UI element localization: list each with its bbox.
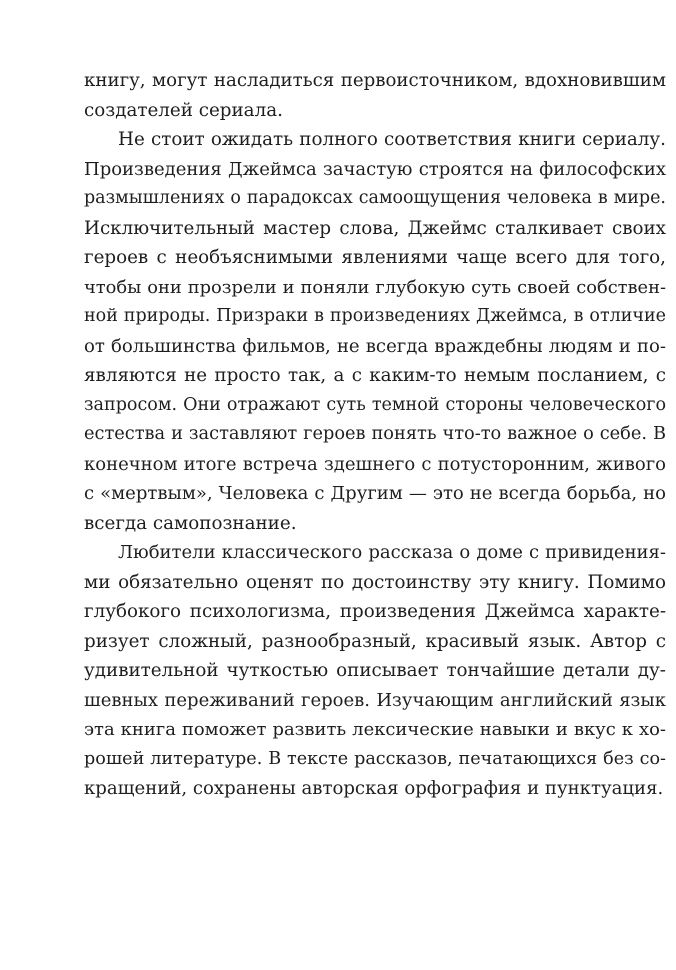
paragraph bbox=[84, 538, 666, 804]
text-line: удивительной чуткостью описывает тончайшие детали ду- bbox=[84, 660, 666, 681]
text-line: конечном итоге встреча здешнего с потусторонним, живого bbox=[84, 453, 666, 475]
text-line: создателей сериала. bbox=[84, 99, 283, 121]
text-line: запросом. Они отражают суть темной стороны человеческого bbox=[84, 394, 666, 415]
text-line: являются не просто так, а с каким-то немым посланием, с bbox=[84, 365, 666, 386]
body-text bbox=[84, 66, 666, 804]
text-line: ризует сложный, разнообразный, красивый язык. Автор с bbox=[84, 630, 666, 652]
text-line: естества и заставляют героев понять что-то важное о себе. В bbox=[84, 424, 666, 444]
text-line: от большинства фильмов, не всегда враждебны людям и по- bbox=[84, 335, 666, 357]
text-line: эта книга поможет развить лексические навыки и вкус к хо- bbox=[84, 719, 666, 740]
paragraph bbox=[84, 66, 666, 125]
text-line: книгу, могут насладиться первоисточником, вдохновившим bbox=[84, 70, 666, 91]
text-line: Любители классического рассказа о доме с привидения- bbox=[118, 542, 666, 563]
text-line: Исключительный мастер слова, Джеймс сталкивает своих bbox=[84, 217, 666, 239]
text-line: с «мертвым», Человека с Другим — это не всегда борьба, но bbox=[84, 483, 666, 504]
text-line: Не стоит ожидать полного соответствия книги сериалу. bbox=[118, 129, 666, 150]
text-line: шевных переживаний героев. Изучающим английский язык bbox=[84, 689, 666, 711]
text-line: ной природы. Призраки в произведениях Джеймса, в отличие bbox=[84, 306, 666, 326]
text-line: чтобы они прозрели и поняли глубокую суть своей собствен- bbox=[84, 276, 666, 298]
text-line: рошей литературе. В тексте рассказов, печатающихся без со- bbox=[84, 748, 666, 769]
text-line: Произведения Джеймса зачастую строятся на философских bbox=[84, 158, 666, 180]
text-line: кращений, сохранены авторская орфография и пунктуация. bbox=[84, 778, 664, 799]
text-line: всегда самопознание. bbox=[84, 512, 297, 534]
text-line: героев с необъяснимыми явлениями чаще всего для того, bbox=[84, 247, 666, 268]
text-line: глубокого психологизма, произведения Джеймса характе- bbox=[84, 601, 666, 622]
text-line: размышлениях о парадоксах самоощущения человека в мире. bbox=[84, 188, 666, 208]
text-line: ми обязательно оценят по достоинству эту книгу. Помимо bbox=[84, 571, 666, 593]
paragraph bbox=[84, 125, 666, 538]
